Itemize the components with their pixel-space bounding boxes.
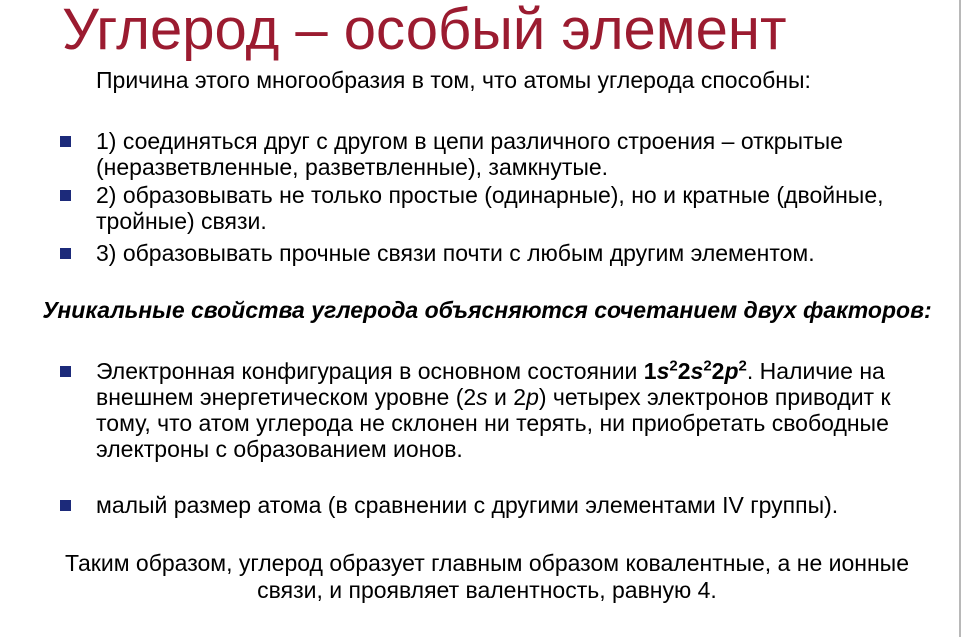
bullet-square-icon <box>60 190 71 201</box>
electron-configuration: $1s^22s^22p^2$ <box>643 357 747 384</box>
slide-title: Углерод – особый элемент <box>62 0 787 62</box>
bullet-square-icon <box>60 248 71 259</box>
bullet-square-icon <box>60 136 71 147</box>
factor-item-1: Электронная конфигурация в основном состоянии $1s^22s^22p^2$. Наличие на внешнем энергетическом уровне (2s и 2p) четырех электронов приводит к тому, что атом углерода не склонен ни терять, ни приобретать свободные электроны с образованием ионов. <box>96 357 891 462</box>
conclusion-text: Таким образом, углерод образует главным образом ковалентные, а не ионные связи, и проявляет валентность, равную 4. <box>64 550 909 603</box>
factor-item-2: малый размер атома (в сравнении с другими элементами IV группы). <box>96 492 839 518</box>
ability-item-1: 1) соединяться друг с другом в цепи различного строения – открытые (неразветвленные, разветвленные), замкнутые. <box>96 128 843 180</box>
ability-item-2: 2) образовывать не только простые (одинарные), но и кратные (двойные, тройные) связи. <box>96 182 884 234</box>
factor1-lead: Электронная конфигурация в основном состоянии <box>96 358 644 384</box>
intro-text: Причина этого многообразия в том, что атомы углерода способны: <box>96 67 811 93</box>
bullet-square-icon <box>60 366 71 377</box>
bullet-square-icon <box>60 500 71 511</box>
subheading: Уникальные свойства углерода объясняются сочетанием двух факторов: <box>42 297 932 323</box>
factor1-part2: Наличие на внешнем энергетическом уровне (2s и 2p) четырех электронов приводит к тому, что атом углерода не склонен ни терять, ни приобретать свободные электроны с образованием ионов. <box>96 358 891 462</box>
ability-item-3: 3) образовывать прочные связи почти с любым другим элементом. <box>96 240 815 266</box>
